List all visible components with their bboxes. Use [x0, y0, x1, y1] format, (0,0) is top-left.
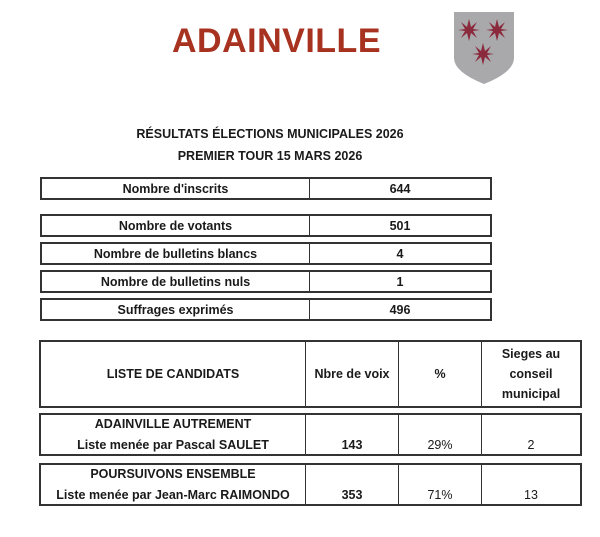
results-table-header: [39, 340, 582, 408]
percent-cell: 71%: [399, 465, 482, 504]
list-name: ADAINVILLE AUTREMENT: [94, 416, 252, 431]
stat-value: 4: [396, 246, 404, 261]
stat-value: 496: [389, 302, 411, 317]
round-heading: PREMIER TOUR 15 MARS 2026: [177, 149, 363, 163]
column-header-votes: Nbre de voix: [306, 342, 399, 406]
column-header-seats: Sieges au conseil municipal: [501, 347, 561, 401]
votes-cell: 353: [306, 465, 399, 504]
percent-cell: 29%: [399, 415, 482, 454]
stat-row-voters: [40, 214, 492, 237]
stat-row-registered: [40, 177, 492, 200]
stat-value: 644: [389, 181, 411, 196]
list-name: POURSUIVONS ENSEMBLE: [90, 466, 256, 481]
coat-of-arms-icon: [452, 10, 516, 86]
table-row: [39, 413, 582, 456]
seats-cell: 2: [527, 438, 535, 452]
votes-cell: 143: [306, 415, 399, 454]
stat-label: Nombre de votants: [42, 216, 310, 235]
stat-row-blank: [40, 242, 492, 265]
stat-value: 501: [389, 218, 411, 233]
results-heading: RÉSULTATS ÉLECTIONS MUNICIPALES 2026: [136, 127, 404, 141]
stat-label: Nombre de bulletins nuls: [42, 272, 310, 291]
stat-row-null: [40, 270, 492, 293]
list-leader: Liste menée par Jean-Marc RAIMONDO: [56, 487, 290, 502]
stat-label: Nombre de bulletins blancs: [42, 244, 310, 263]
list-cell: [41, 415, 306, 454]
column-header-lists: LISTE DE CANDIDATS: [41, 342, 306, 406]
seats-cell: 13: [524, 488, 538, 502]
stat-row-expressed: [40, 298, 492, 321]
list-leader: Liste menée par Pascal SAULET: [77, 437, 269, 452]
town-title: ADAINVILLE: [172, 22, 381, 60]
stat-label: Nombre d'inscrits: [42, 179, 310, 198]
column-header-percent: %: [399, 342, 482, 406]
table-row: [39, 463, 582, 506]
stat-value: 1: [396, 274, 404, 289]
list-cell: [41, 465, 306, 504]
stat-label: Suffrages exprimés: [42, 300, 310, 319]
